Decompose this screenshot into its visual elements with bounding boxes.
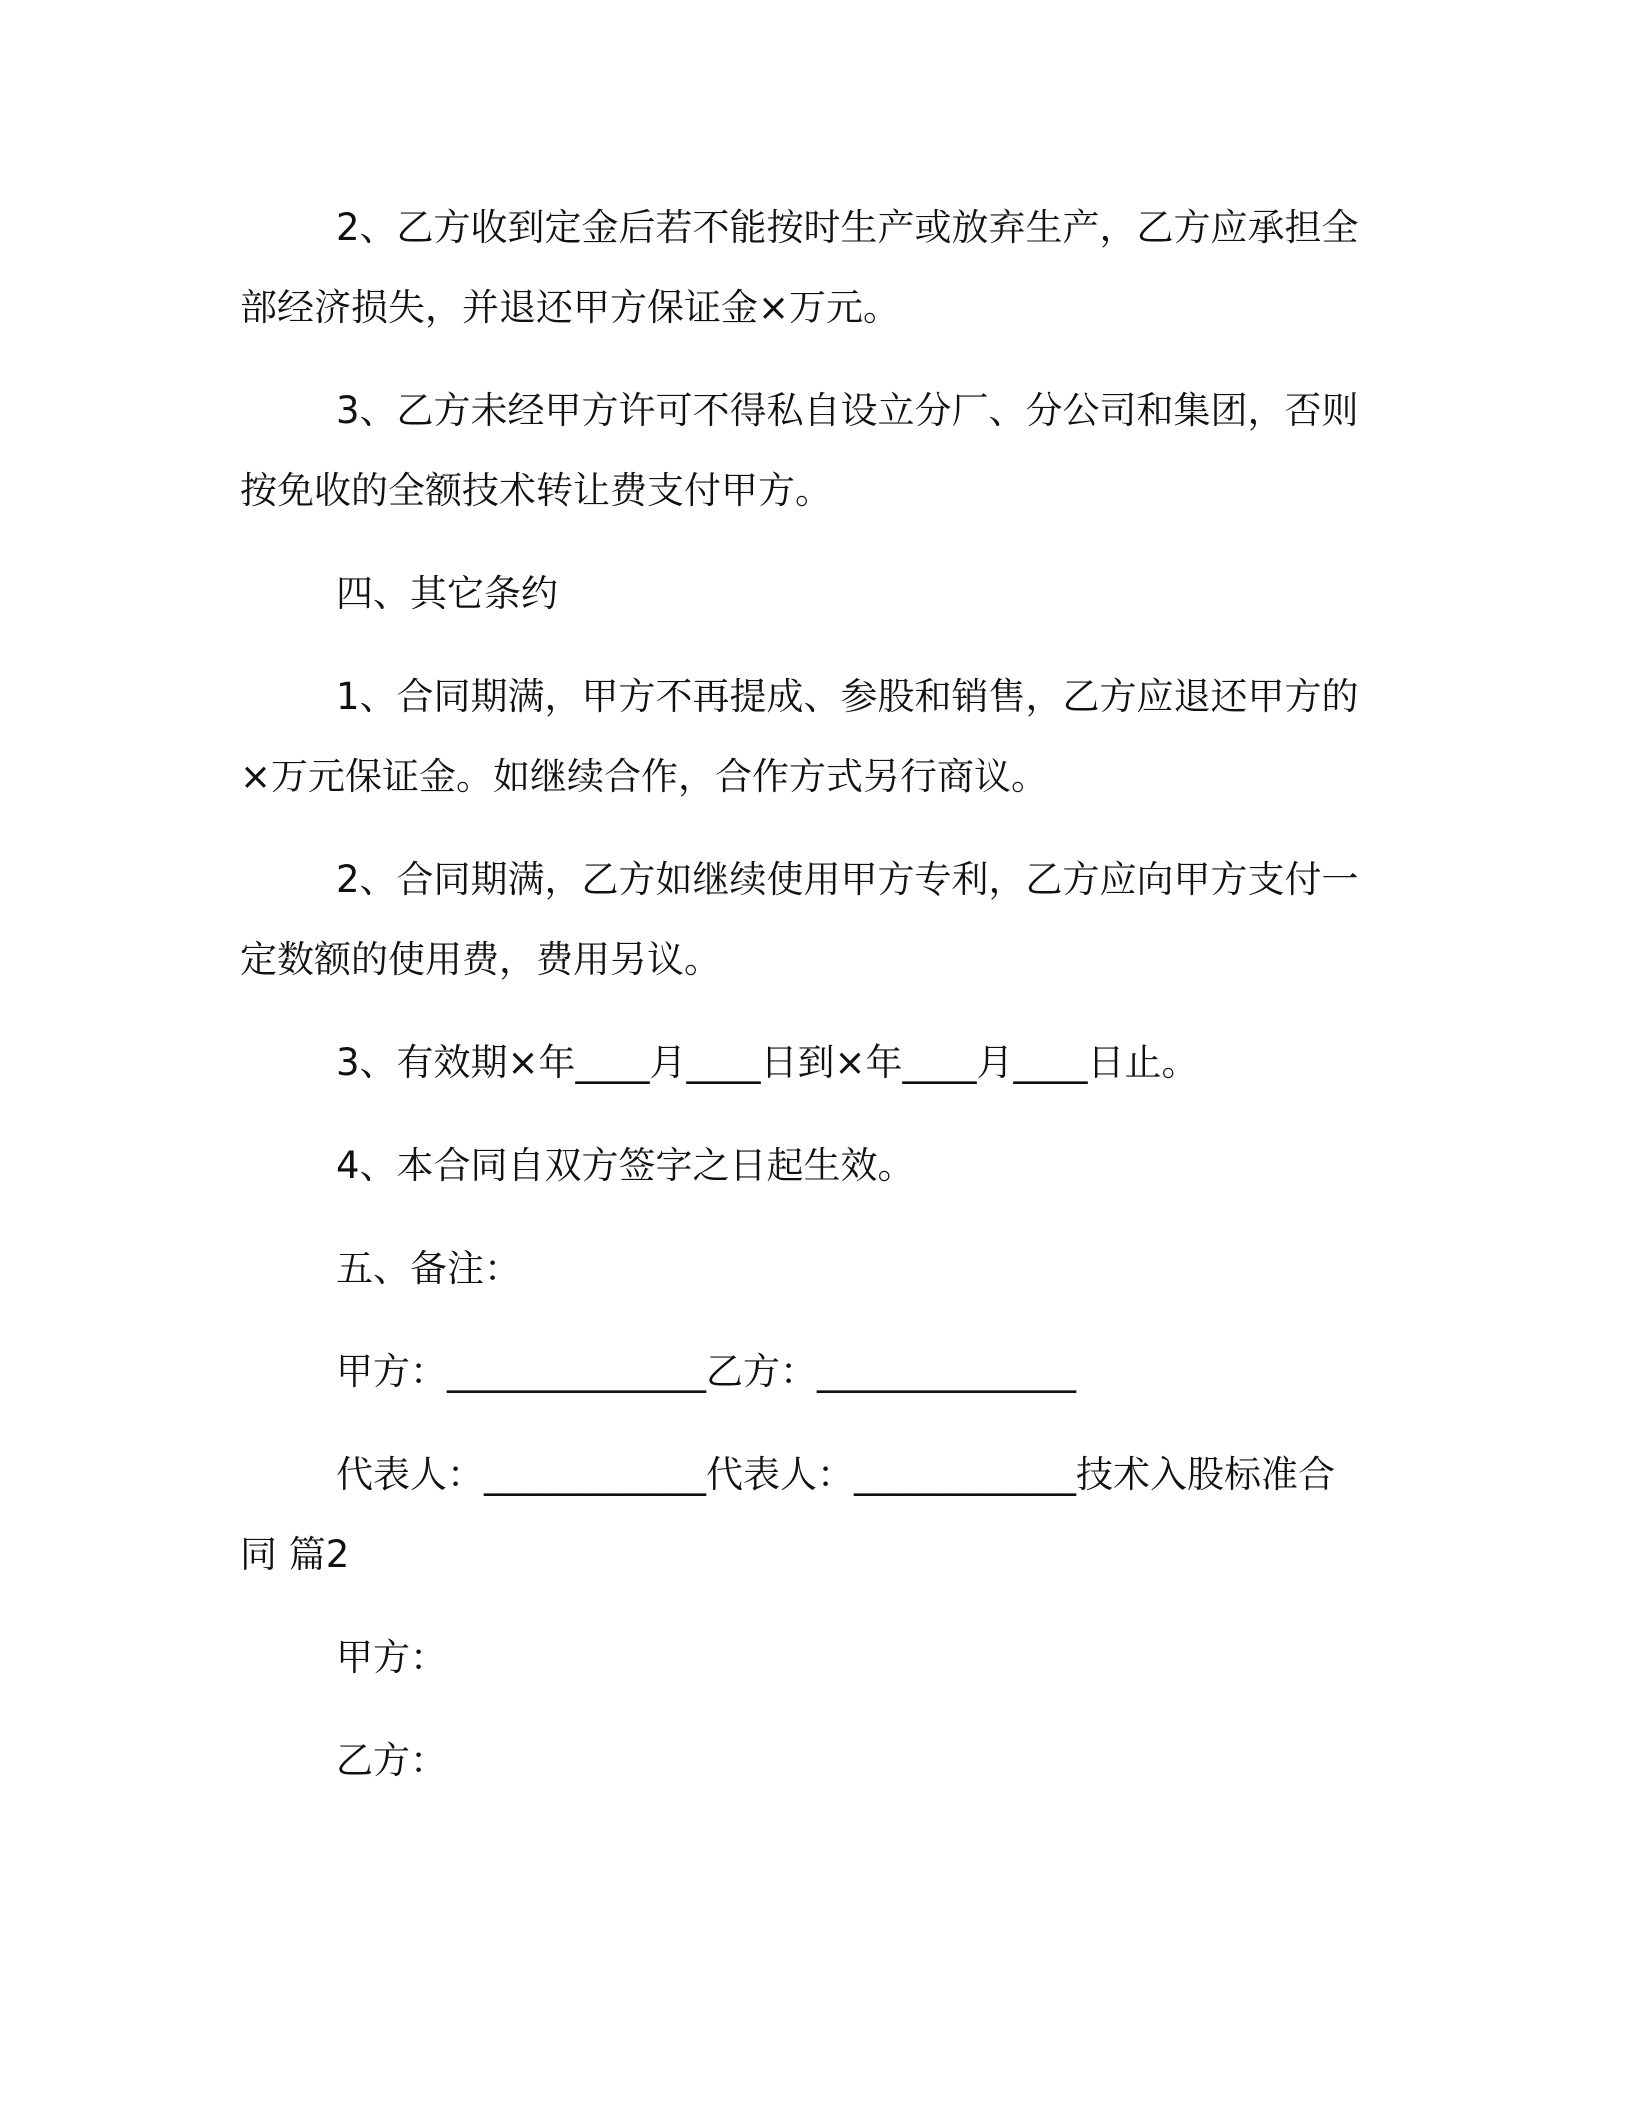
other-term-3-validity: 3、有效期×年____月____日到×年____月____日止。: [336, 1041, 1199, 1084]
representative-signature-line: 代表人：____________代表人：____________技术入股标准合同 篇2: [240, 1453, 1335, 1576]
party-a-label: 甲方：: [336, 1636, 447, 1679]
other-term-1: 1、合同期满，甲方不再提成、参股和销售，乙方应退还甲方的×万元保证金。如继续合作，合作方式另行商议。: [240, 675, 1359, 798]
party-b-label: 乙方：: [336, 1739, 447, 1782]
section-heading-other-terms: 四、其它条约: [336, 572, 558, 615]
clause-3-branch: 3、乙方未经甲方许可不得私自设立分厂、分公司和集团，否则按免收的全额技术转让费支付甲方。: [240, 389, 1359, 512]
party-signature-line: 甲方：______________乙方：______________: [336, 1350, 1076, 1393]
document-page: [240, 188, 1360, 1824]
section-heading-remarks: 五、备注：: [336, 1247, 521, 1290]
other-term-2: 2、合同期满，乙方如继续使用甲方专利，乙方应向甲方支付一定数额的使用费，费用另议。: [240, 858, 1359, 981]
clause-2-penalty: 2、乙方收到定金后若不能按时生产或放弃生产，乙方应承担全部经济损失，并退还甲方保证金×万元。: [240, 206, 1359, 329]
other-term-4-effective: 4、本合同自双方签字之日起生效。: [336, 1144, 915, 1187]
